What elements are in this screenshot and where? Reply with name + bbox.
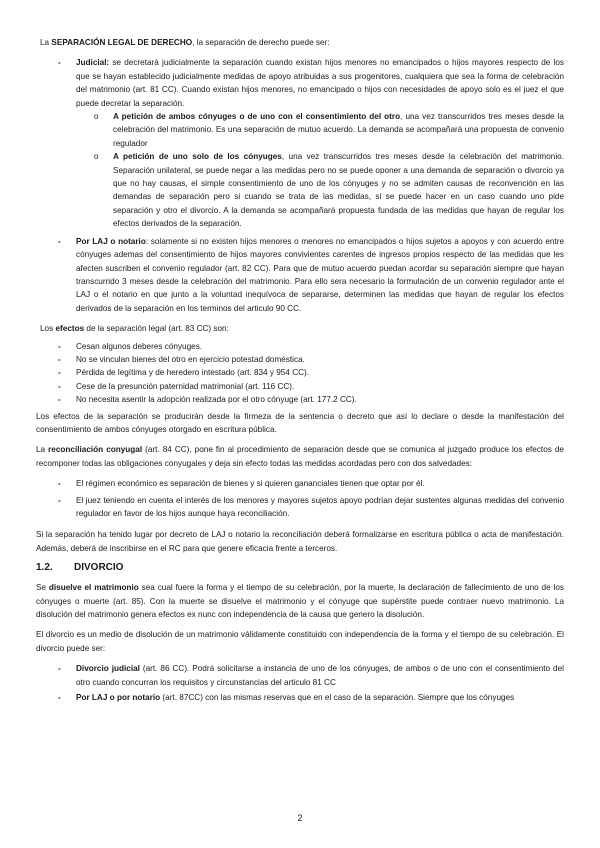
sub-item-unilateral bbox=[36, 150, 564, 230]
divorce-def-bold: disuelve el matrimonio bbox=[48, 583, 139, 593]
sub-unilateral-text: , una vez transcurridos tres meses desde la celebración del matrimonio. Separación unilateral, se puede negar a las medidas pero no se puede oponer a una demanda de separación o divorcio ya que no hay causas, el simple consentimiento de uno de los cónyuges y no se admiten causas de reconvención en las demandas de separación pero si cuando se trata de las medidas, si se puede hacer en un caso cuando uno pide separación y otro el divorcio. A la demanda se acompañará propuesta fundada de las medidas que hayan de regular los efectos derivados de la separación. bbox=[113, 152, 564, 229]
effects-list bbox=[36, 340, 564, 407]
divorce-type-laj-notary bbox=[36, 691, 564, 704]
intro-bold: SEPARACIÓN LEGAL DE DERECHO bbox=[51, 38, 193, 47]
intro-post: , la separación de derecho puede ser: bbox=[192, 38, 330, 47]
sub-unilateral-label: A petición de uno solo de los cónyuges bbox=[113, 152, 282, 162]
laj-notary-label: Por LAJ o notario bbox=[76, 236, 146, 246]
effects-intro-bold: efectos bbox=[55, 324, 85, 334]
judicial-text: se decretará judicialmente la separación cuando existan hijos menores no emancipados o hijos mayores respecto de los que se hayan establecido judicialmente medidas de apoyo atribuidas a sus progenitores, cualquiera que sea la forma de celebración del matrimonio (art. 81 CC). Cuando existan hijos menores, no emancipado o hijos con necesidades de apoyo solo es el juez el que puede decretar la separación. bbox=[76, 58, 564, 108]
intro-pre: La bbox=[40, 38, 52, 47]
intro-paragraph bbox=[36, 36, 564, 49]
effect-item: - Pérdida de legítima y de heredero intestado (art. 834 y 954 CC). bbox=[36, 366, 564, 379]
section-title: DIVORCIO bbox=[74, 562, 124, 574]
reconciliation-post: (art. 84 CC), pone fin al procedimiento de separación desde que se comunica al juzgado produce los efectos de recomponer todas las obligaciones conyugales y deja sin efecto todas las medidas acordadas pero con dos salvedades: bbox=[36, 445, 564, 468]
divorce-laj-text: (art. 87CC) con las mismas reservas que en el caso de la separación. Siempre que los cónyuges bbox=[160, 693, 515, 703]
exception-item: - El régimen económico es separación de bienes y si quieren gananciales tienen que optar por él. bbox=[36, 477, 564, 490]
divorce-types-list bbox=[36, 662, 564, 704]
list-item-judicial bbox=[36, 56, 564, 230]
divorce-judicial-label: Divorcio judicial bbox=[76, 664, 140, 674]
list-item-laj-notary bbox=[36, 235, 564, 315]
sub-mutual-label: A petición de ambos cónyuges o de uno con el consentimiento del otro bbox=[113, 112, 401, 122]
judicial-sublist bbox=[36, 110, 564, 231]
effect-item: - Cese de la presunción paternidad matrimonial (art. 116 CC). bbox=[36, 380, 564, 393]
section-number: 1.2. bbox=[36, 562, 53, 574]
effect-item: - Cesan algunos deberes cónyuges. bbox=[36, 340, 564, 353]
divorce-def-pre: Se bbox=[36, 583, 49, 593]
divorce-type-judicial bbox=[36, 662, 564, 689]
separation-types-list bbox=[36, 56, 564, 315]
divorce-definition-paragraph bbox=[36, 581, 564, 621]
sub-mutual-text: , una vez transcurridos tres meses desde la celebración del matrimonio. Es una separación de mutuo acuerdo. La demanda se acompañará una propuesta de convenio regulador bbox=[113, 112, 564, 148]
reconciliation-pre: La bbox=[36, 445, 49, 455]
section-heading bbox=[36, 562, 564, 573]
effects-intro-pre: Los bbox=[40, 324, 56, 334]
divorce-laj-label: Por LAJ o por notario bbox=[76, 693, 161, 703]
divorce-def-post: sea cual fuere la forma y el tiempo de su celebración, por la muerte, la declaración de fallecimiento de uno de los cónyuges o muerte (art. 85). Con la muerte se disuelve el matrimonio y el cónyuge que supérstite puede contraer nuevo matrimonio. La disolución del matrimonio genera efectos ex nunc con independencia de la causa que genero la disolución. bbox=[36, 583, 564, 620]
divorce-means-paragraph: El divorcio es un medio de disolución de un matrimonio válidamente constituido con independencia de la forma y el tiempo de su celebración. El divorcio puede ser: bbox=[36, 630, 564, 653]
effects-intro bbox=[36, 322, 564, 335]
divorce-judicial-text: (art. 86 CC). Podrá solicitarse a instancia de uno de los cónyuges, de ambos o de uno con el consentimiento del otro cuando concurran los requisitos y circunstancias del articulo 81 CC bbox=[76, 664, 564, 687]
effects-timing-paragraph: Los efectos de la separación se producirán desde la firmeza de la sentencia o decreto que así lo declare o desde la manifestación del consentimiento de ambos cónyuges otorgado en escritura pública. bbox=[36, 411, 564, 434]
judicial-label: Judicial: bbox=[76, 58, 110, 68]
page-number: 2 bbox=[297, 813, 303, 823]
laj-notary-text: : solamente si no existen hijos menores o menores no emancipados o hijos sujetos a apoyos y con acuerdo entre cónyuges ademas del consentimiento de hijos mayores convivientes carentes de ingresos propios respecto de las medidas que les afecten suscriben el convenio regulador (art. 82 CC). Para que de mutuo acuerdo puedan acordar su separación siempre que hayan transcurrido 3 meses desde la celebración del matrimonio. Para ello sera necesario la formulación de un convenio regulador ante el LAJ o el notario en que junto a la voluntad inequívoca de separarse, determinen las medidas que hayan de regular los efectos derivados de la separación en los terminos del articulo 90 CC. bbox=[76, 236, 564, 313]
reconciliation-bold: reconciliación conyugal bbox=[48, 445, 143, 455]
effect-item: - No necesita asentir la adopción realizada por el otro cónyuge (art. 177.2 CC). bbox=[36, 393, 564, 406]
effects-intro-post: de la separación legal (art. 83 CC) son: bbox=[84, 324, 229, 334]
sub-item-mutual bbox=[36, 110, 564, 150]
reconciliation-decree-paragraph: Si la separación ha tenido lugar por decreto de LAJ o notario la reconciliación deberá formalizarse en escritura pública o acta de manifestación. Además, deberá de inscribirse en el RC para que genere eficacia frente a terceros. bbox=[36, 530, 564, 553]
effect-item: - No se vinculan bienes del otro en ejercicio potestad doméstica. bbox=[36, 353, 564, 366]
reconciliation-paragraph bbox=[36, 443, 564, 470]
exception-item: - El juez teniendo en cuenta el interés de los menores y mayores sujetos apoyo podrían dejar sustentes algunas medidas del convenio regulador en favor de los hijos aunque haya reconciliación. bbox=[36, 494, 564, 521]
exceptions-list bbox=[36, 477, 564, 520]
